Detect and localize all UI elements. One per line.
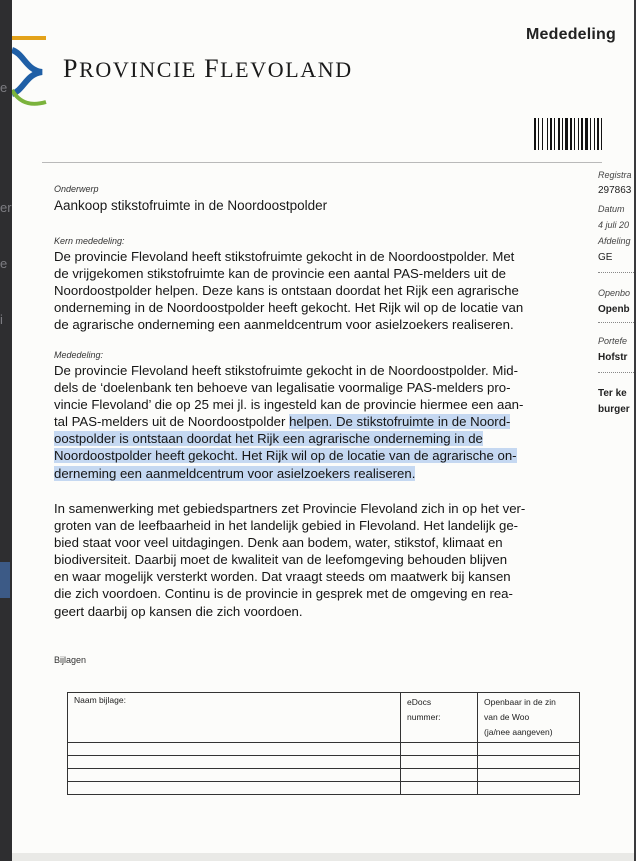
message-label: Mededeling: — [54, 350, 104, 360]
table-cell — [401, 769, 478, 782]
text-line: en waar mogelijk versterkt worden. Dat vraagt steeds om maatwerk bij kansen — [54, 569, 511, 585]
table-row — [68, 756, 580, 769]
selected-text[interactable]: derneming een aanmeldcentrum voor asielzoekers realiseren. — [54, 465, 416, 481]
date-value: 4 juli 20 — [598, 220, 630, 230]
meta-divider — [598, 272, 634, 273]
message-body — [54, 362, 574, 482]
barcode-bar — [594, 118, 595, 150]
column-header-edocs — [401, 693, 478, 743]
table-header-row — [68, 693, 580, 743]
text-segment: tal PAS-melders uit de Noordoostpolder — [54, 414, 290, 430]
page-shadow — [12, 853, 634, 861]
department-label: Afdeling — [598, 236, 631, 246]
header-line: eDocs — [407, 697, 432, 707]
table-cell — [68, 743, 401, 756]
table-row — [68, 769, 580, 782]
barcode-bar — [597, 118, 599, 150]
edge-blue-block — [0, 562, 10, 598]
table-cell — [478, 743, 580, 756]
text-line: De provincie Flevoland heeft stikstofruimte gekocht in de Noordoostpolder. Met — [54, 249, 515, 264]
selected-text[interactable]: helpen. De stikstofruimte in de Noord- — [289, 414, 511, 430]
meta-divider — [598, 372, 634, 373]
barcode-bar — [558, 118, 560, 150]
brand-name: PROVINCIE FLEVOLAND — [63, 54, 353, 83]
barcode-bar — [581, 118, 583, 150]
selected-text[interactable]: oostpolder is ontstaan doordat het Rijk een agrarische onderneming in de — [54, 431, 483, 447]
table-cell — [401, 743, 478, 756]
barcode-bar — [578, 118, 579, 150]
header-line: (ja/nee aangeven) — [484, 727, 553, 737]
selected-text[interactable]: Noordoostpolder heeft gekocht. Het Rijk wil op de locatie van de agrarische on- — [54, 448, 517, 464]
edge-fragment: e — [0, 256, 8, 271]
edge-fragment: i — [0, 312, 3, 327]
text-line: vincie Flevoland’ die op 25 mei jl. is ingesteld kan de provincie hiermee een aan- — [54, 397, 524, 413]
text-line: dels de ‘doelenbank ten behoeve van legalisatie voormalige PAS-melders pro- — [54, 380, 511, 396]
text-line: biodiversiteit. Daarbij moet de kwaliteit van de leefomgeving behouden blijven — [54, 552, 508, 568]
subject-title: Aankoop stikstofruimte in de Noordoostpolder — [54, 198, 328, 213]
text-line: groten van de leefbaarheid in het landelijk gebied in Flevoland. Het landelijk ge- — [54, 518, 519, 534]
ter-label: Ter ke — [598, 388, 627, 399]
text-line: In samenwerking met gebiedspartners zet Provincie Flevoland zich in op het ver- — [54, 501, 526, 516]
public-value: Openb — [598, 304, 630, 315]
table-cell — [401, 756, 478, 769]
table-cell — [68, 769, 401, 782]
subject-label: Onderwerp — [54, 184, 99, 194]
meta-divider — [598, 322, 634, 323]
portfolio-label: Portefe — [598, 336, 628, 346]
barcode-bar — [542, 118, 543, 150]
text-line: Noordoostpolder helpen. Deze kans is ontstaan doordat het Rijk een agrarische — [54, 283, 519, 299]
text-line: onderneming in de Noordoostpolder heeft gekocht. Het Rijk wil op de locatie van — [54, 300, 524, 316]
header-divider — [42, 162, 602, 163]
core-message-label: Kern mededeling: — [54, 236, 125, 246]
barcode-bar — [562, 118, 563, 150]
department-value: GE — [598, 252, 613, 263]
edge-fragment: e — [0, 80, 8, 95]
barcode-bar — [550, 118, 552, 150]
text-line: geert daarbij op kansen die zich voordoen. — [54, 603, 303, 619]
barcode-icon — [534, 118, 634, 150]
barcode-bar — [554, 118, 555, 150]
registration-value: 297863 — [598, 185, 632, 196]
column-header-name: Naam bijlage: — [68, 693, 401, 743]
cooperation-paragraph — [54, 500, 574, 620]
barcode-bar — [565, 118, 568, 150]
barcode-bar — [570, 118, 572, 150]
table-row — [68, 782, 580, 795]
table-row — [68, 743, 580, 756]
public-label: Openbo — [598, 288, 631, 298]
table-cell — [478, 756, 580, 769]
text-line: De provincie Flevoland heeft stikstofruimte gekocht in de Noordoostpolder. Mid- — [54, 363, 518, 378]
background-window-edge — [0, 0, 12, 861]
registration-label: Registra — [598, 170, 632, 180]
barcode-bar — [590, 118, 591, 150]
text-line — [54, 465, 574, 482]
header-line: Openbaar in de zin — [484, 697, 556, 707]
core-message — [54, 248, 574, 333]
table-cell — [401, 782, 478, 795]
barcode-bar — [574, 118, 575, 150]
date-label: Datum — [598, 204, 625, 214]
barcode-bar — [538, 118, 539, 150]
column-header-public — [478, 693, 580, 743]
attachments-table — [67, 692, 580, 795]
barcode-bar — [601, 118, 602, 150]
document-type: Mededeling — [526, 26, 617, 43]
header-line: nummer: — [407, 712, 441, 722]
portfolio-value: Hofstr — [598, 352, 628, 363]
document-page — [12, 0, 634, 861]
table-cell — [478, 782, 580, 795]
barcode-bar — [534, 118, 536, 150]
ter-value: burger — [598, 404, 630, 415]
text-line — [54, 413, 574, 430]
province-logo-icon — [12, 30, 52, 112]
text-line: die zich voordoen. Continu is de provincie in gesprek met de omgeving en rea- — [54, 586, 513, 602]
header-line: van de Woo — [484, 712, 530, 722]
table-cell — [478, 769, 580, 782]
barcode-bar — [585, 118, 588, 150]
attachments-label: Bijlagen — [54, 655, 87, 665]
text-line: de agrarische onderneming een aanmeldcentrum voor asielzoekers realiseren. — [54, 317, 514, 333]
table-cell — [68, 782, 401, 795]
edge-fragment: er — [0, 200, 12, 215]
text-line: bied staat voor veel uitdagingen. Denk aan bodem, water, stikstof, klimaat en — [54, 535, 503, 551]
text-line — [54, 447, 574, 464]
text-line — [54, 430, 574, 447]
barcode-bar — [547, 118, 548, 150]
text-line: de vrijgekomen stikstofruimte kan de provincie een aantal PAS-melders uit de — [54, 266, 507, 282]
table-cell — [68, 756, 401, 769]
